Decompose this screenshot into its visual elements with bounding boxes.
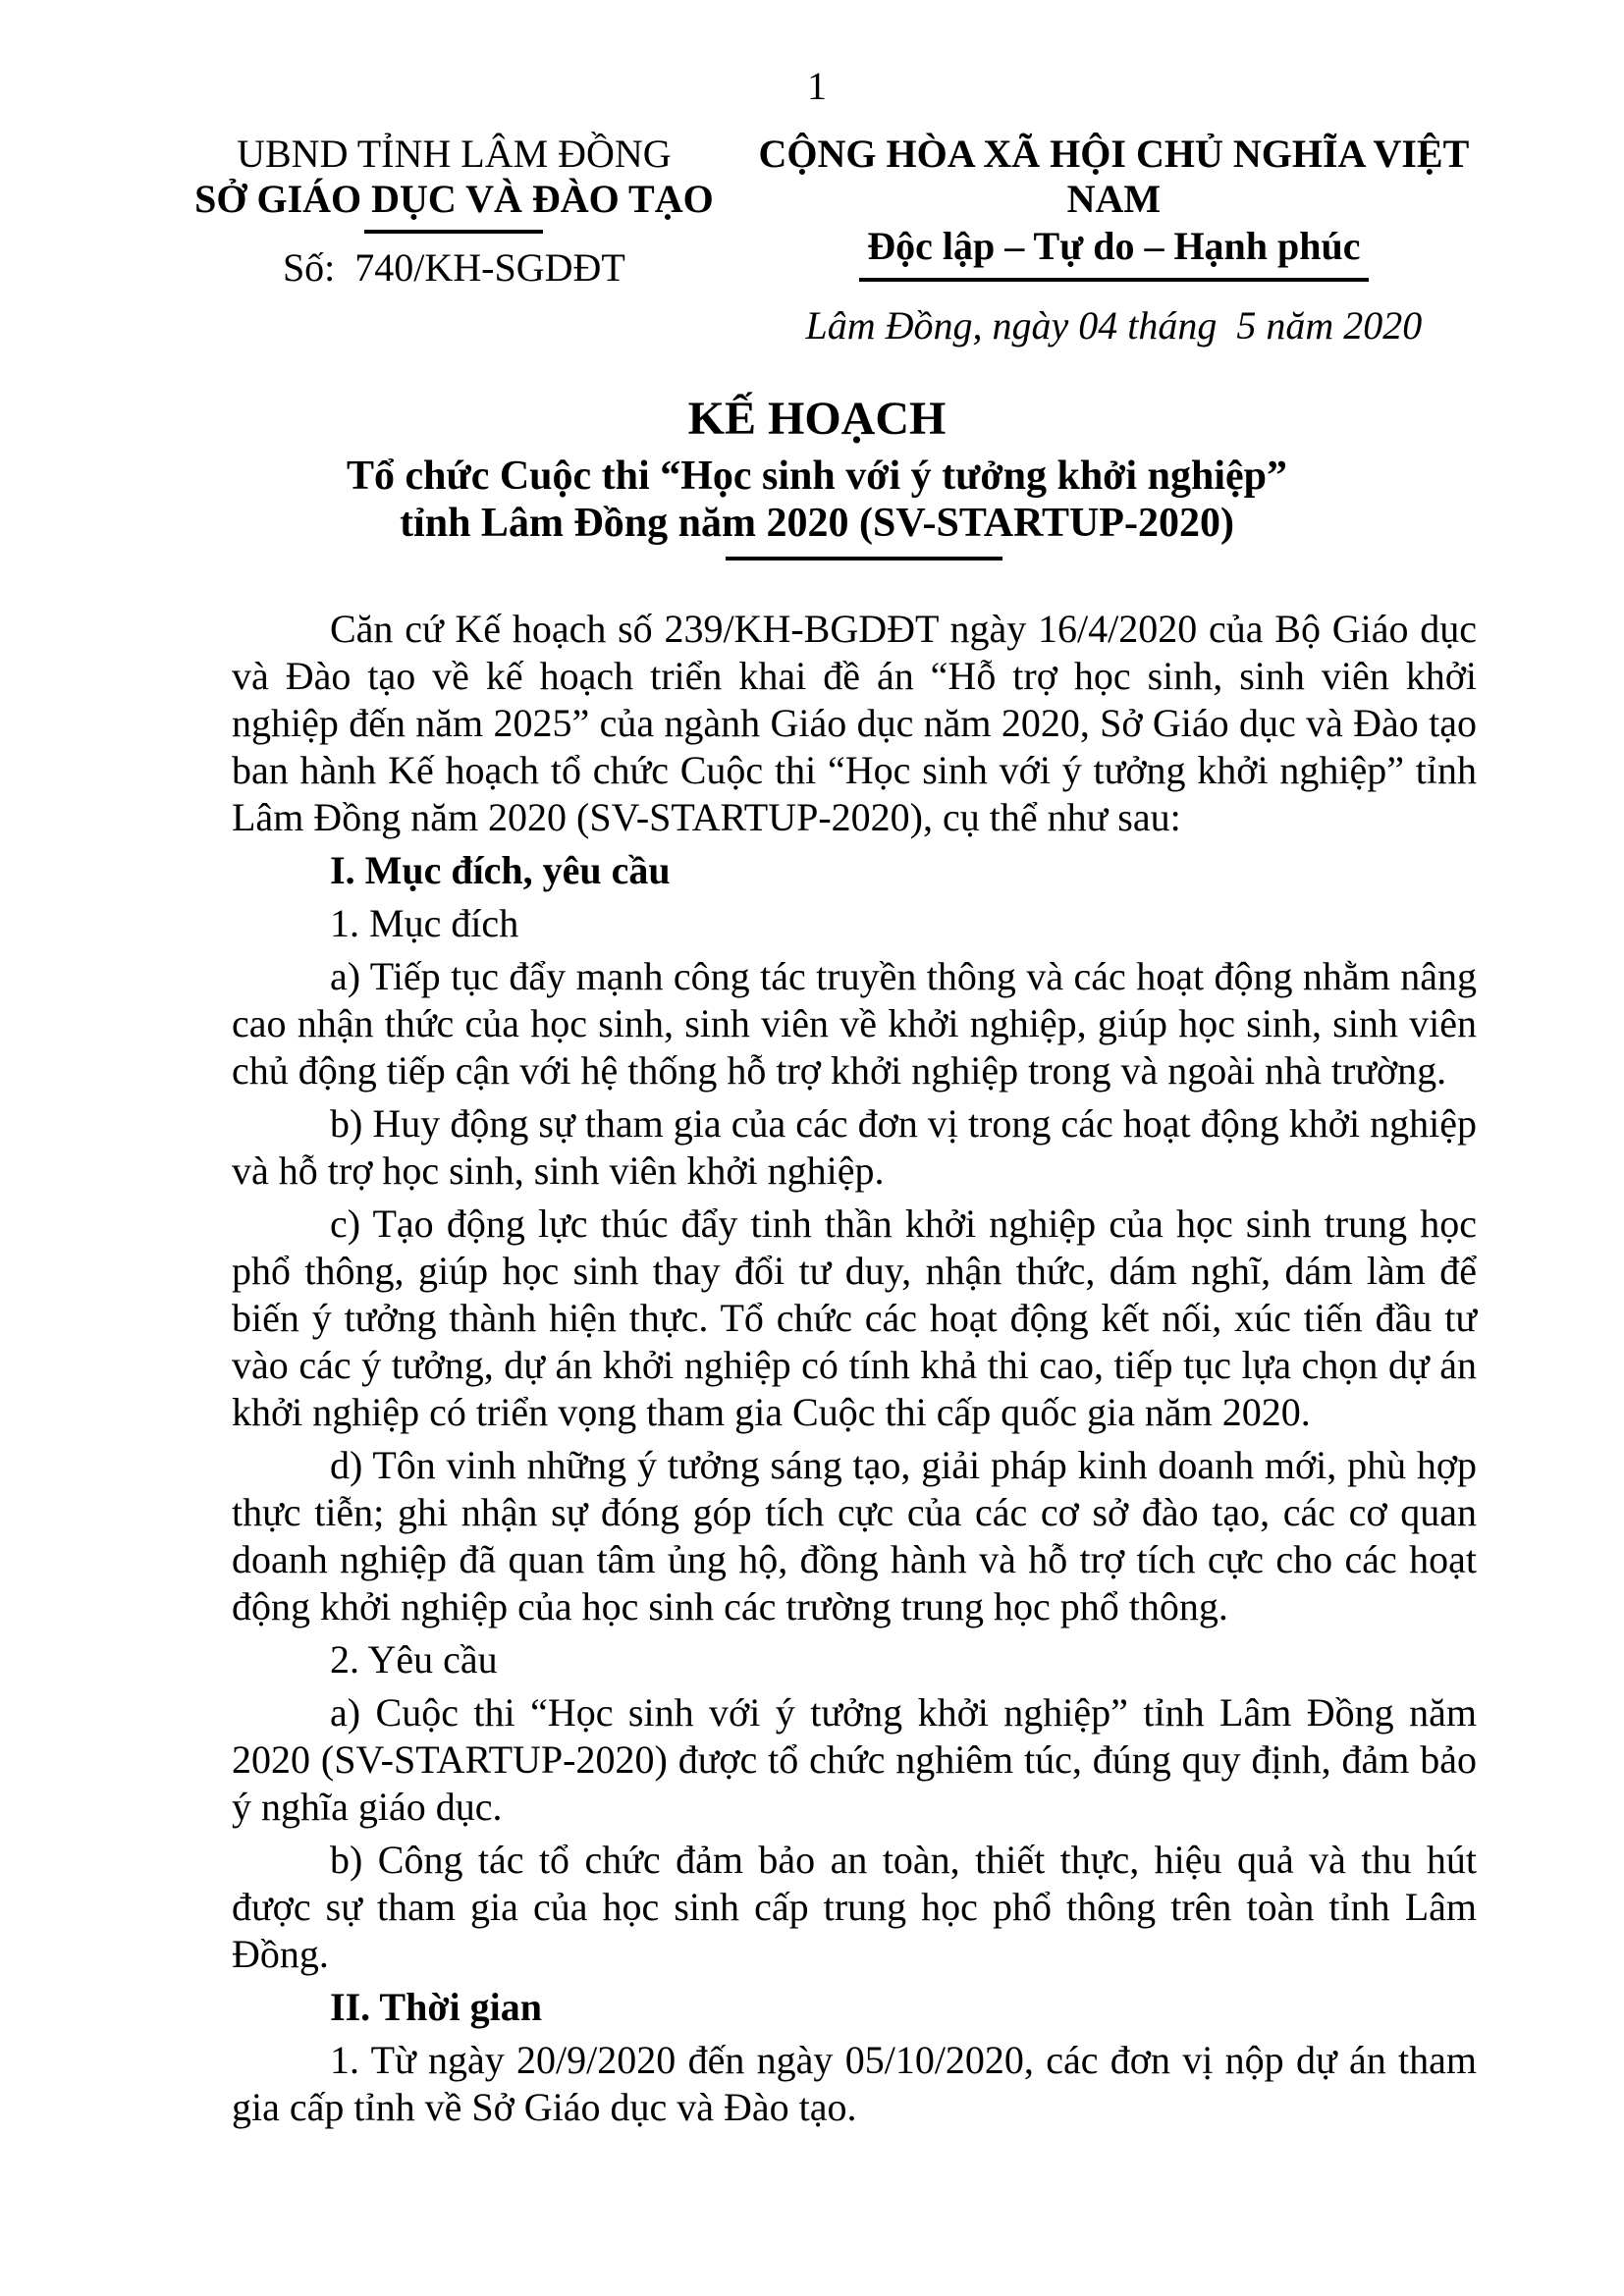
document-title-line-2: tỉnh Lâm Đồng năm 2020 (SV-STARTUP-2020) (400, 501, 1234, 546)
national-motto: Độc lập – Tự do – Hạnh phúc (859, 222, 1368, 282)
document-header (157, 132, 1477, 348)
paragraph-item-1d: d) Tôn vinh những ý tưởng sáng tạo, giải pháp kinh doanh mới, phù hợp thực tiễn; ghi nhận sự đóng góp tích cực của các cơ sở đào tạo, các cơ quan doanh nghiệp đã quan tâm ủng hộ, đồng hành và hỗ trợ tích cực cho các hoạt động khởi nghiệp của học sinh các trường trung học phổ thông. (232, 1443, 1477, 1629)
section-heading-1: I. Mục đích, yêu cầu (330, 848, 671, 892)
paragraph-time-1: 1. Từ ngày 20/9/2020 đến ngày 05/10/2020, các đơn vị nộp dự án tham gia cấp tỉnh về Sở Giáo dục và Đào tạo. (232, 2038, 1477, 2129)
title-underline (726, 557, 1002, 561)
place-and-date: Lâm Đồng, ngày 04 tháng 5 năm 2020 (805, 303, 1423, 347)
document-number: Số: 740/KH-SGDĐT (282, 245, 625, 290)
paragraph-item-2a: a) Cuộc thi “Học sinh với ý tưởng khởi nghiệp” tỉnh Lâm Đồng năm 2020 (SV-STARTUP-2020) được tổ chức nghiêm túc, đúng quy định, đảm bảo ý nghĩa giáo dục. (232, 1690, 1477, 1829)
national-header-block (751, 132, 1477, 348)
document-body (232, 606, 1477, 2131)
national-title: CỘNG HÒA XÃ HỘI CHỦ NGHĨA VIỆT NAM (758, 132, 1470, 221)
page-number: 1 (807, 64, 827, 108)
issuing-agency-block (157, 132, 751, 348)
document-title-block (157, 394, 1477, 561)
paragraph-item-1a: a) Tiếp tục đẩy mạnh công tác truyền thông và các hoạt động nhằm nâng cao nhận thức của học sinh, sinh viên về khởi nghiệp, giúp học sinh, sinh viên chủ động tiếp cận với hệ thống hỗ trợ khởi nghiệp trong và ngoài nhà trường. (232, 954, 1477, 1093)
paragraph-intro: Căn cứ Kế hoạch số 239/KH-BGDĐT ngày 16/4/2020 của Bộ Giáo dục và Đào tạo về kế hoạch triển khai đề án “Hỗ trợ học sinh, sinh viên khởi nghiệp đến năm 2025” của ngành Giáo dục năm 2020, Sở Giáo dục và Đào tạo ban hành Kế hoạch tổ chức Cuộc thi “Học sinh với ý tưởng khởi nghiệp” tỉnh Lâm Đồng năm 2020 (SV-STARTUP-2020), cụ thể như sau: (232, 607, 1477, 839)
subsection-heading-2: 2. Yêu cầu (330, 1637, 498, 1682)
page-number-row (157, 63, 1477, 110)
document-type-heading: KẾ HOẠCH (687, 393, 947, 445)
paragraph-item-1b: b) Huy động sự tham gia của các đơn vị trong các hoạt động khởi nghiệp và hỗ trợ học sinh, sinh viên khởi nghiệp. (232, 1101, 1477, 1193)
subsection-heading-1: 1. Mục đích (330, 901, 519, 945)
motto-line (751, 222, 1477, 282)
paragraph-item-2b: b) Công tác tổ chức đảm bảo an toàn, thiết thực, hiệu quả và thu hút được sự tham gia của học sinh cấp trung học phổ thông trên toàn tỉnh Lâm Đồng. (232, 1838, 1477, 1976)
section-heading-2: II. Thời gian (330, 1985, 542, 2029)
document-title-line-1: Tổ chức Cuộc thi “Học sinh với ý tưởng khởi nghiệp” (346, 454, 1287, 499)
parent-agency-name: UBND TỈNH LÂM ĐỒNG (237, 132, 672, 176)
agency-name: SỞ GIÁO DỤC VÀ ĐÀO TẠO (194, 177, 714, 221)
paragraph-item-1c: c) Tạo động lực thúc đẩy tinh thần khởi nghiệp của học sinh trung học phổ thông, giúp học sinh thay đổi tư duy, nhận thức, dám nghĩ, dám làm để biến ý tưởng thành hiện thực. Tổ chức các hoạt động kết nối, xúc tiến đầu tư vào các ý tưởng, dự án khởi nghiệp có tính khả thi cao, tiếp tục lựa chọn dự án khởi nghiệp có triển vọng tham gia Cuộc thi cấp quốc gia năm 2020. (232, 1201, 1477, 1434)
agency-underline (364, 230, 543, 234)
